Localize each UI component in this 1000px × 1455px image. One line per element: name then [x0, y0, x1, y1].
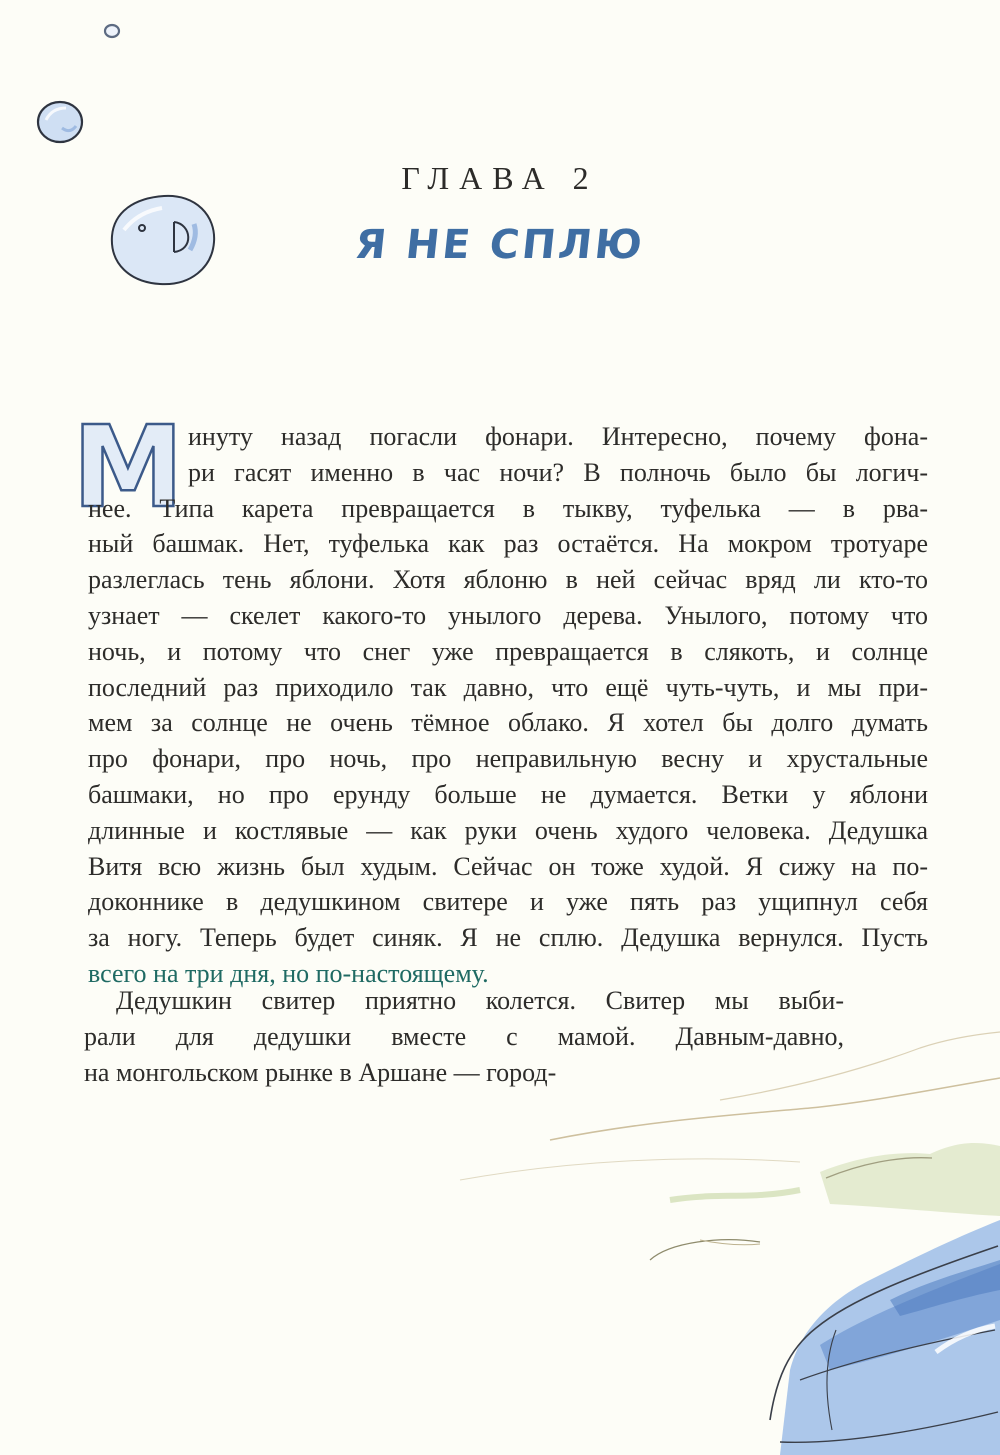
mountain-illustration	[740, 1180, 1000, 1455]
paragraph-1	[88, 419, 928, 992]
paragraph-2	[84, 983, 844, 1090]
text-line: разлеглась тень яблони. Хотя яблоню в ней сейчас вряд ли кто-то	[88, 565, 928, 595]
text-line: ный башмак. Нет, туфелька как раз остаётся. На мокром тротуаре	[88, 529, 928, 559]
text-line: Дедушкин свитер приятно колется. Свитер мы выби-	[116, 986, 844, 1015]
text-line: мем за солнце не очень тёмное облако. Я хотел бы долго думать	[88, 708, 928, 738]
text-line: всего на три дня, но по-настоящему.	[88, 958, 489, 988]
chapter-title: Я НЕ СПЛЮ	[352, 222, 648, 268]
text-line: узнает — скелет какого-то унылого дерева. Унылого, потому что	[88, 600, 928, 630]
text-line: ри гасят именно в час ночи? В полночь было бы логич-	[188, 457, 928, 487]
text-line: инуту назад погасли фонари. Интересно, почему фона-	[188, 422, 928, 451]
text-line: доконнике в дедушкином свитере и уже пять раз ущипнул себя	[88, 887, 928, 917]
bubble-medium-icon	[32, 96, 88, 148]
chapter-label: ГЛАВА 2	[401, 160, 599, 196]
dropcap-glyph: М	[72, 406, 184, 526]
text-line: длинные и костлявые — как руки очень худого человека. Дедушка	[88, 815, 928, 845]
text-line: про фонари, про ночь, про неправильную весну и хрустальные	[88, 744, 928, 774]
text-line: ночь, и потому что снег уже превращается в слякоть, и солнце	[88, 636, 928, 666]
text-line: рали для дедушки вместе с мамой. Давным-давно,	[84, 1021, 844, 1051]
bubble-small-icon	[100, 20, 124, 42]
text-line: нее. Типа карета превращается в тыкву, туфелька — в рва-	[88, 493, 928, 523]
text-line: за ногу. Теперь будет синяк. Я не сплю. Дедушка вернулся. Пусть	[88, 923, 928, 953]
text-line: башмаки, но про ерунду больше не думается. Ветки у яблони	[88, 779, 928, 809]
text-line: Витя всю жизнь был худым. Сейчас он тоже худой. Я сижу на по-	[88, 851, 928, 881]
text-line: последний раз приходило так давно, что ещё чуть-чуть, и мы при-	[88, 672, 928, 702]
text-line: на монгольском рынке в Аршане — город-	[84, 1057, 557, 1087]
